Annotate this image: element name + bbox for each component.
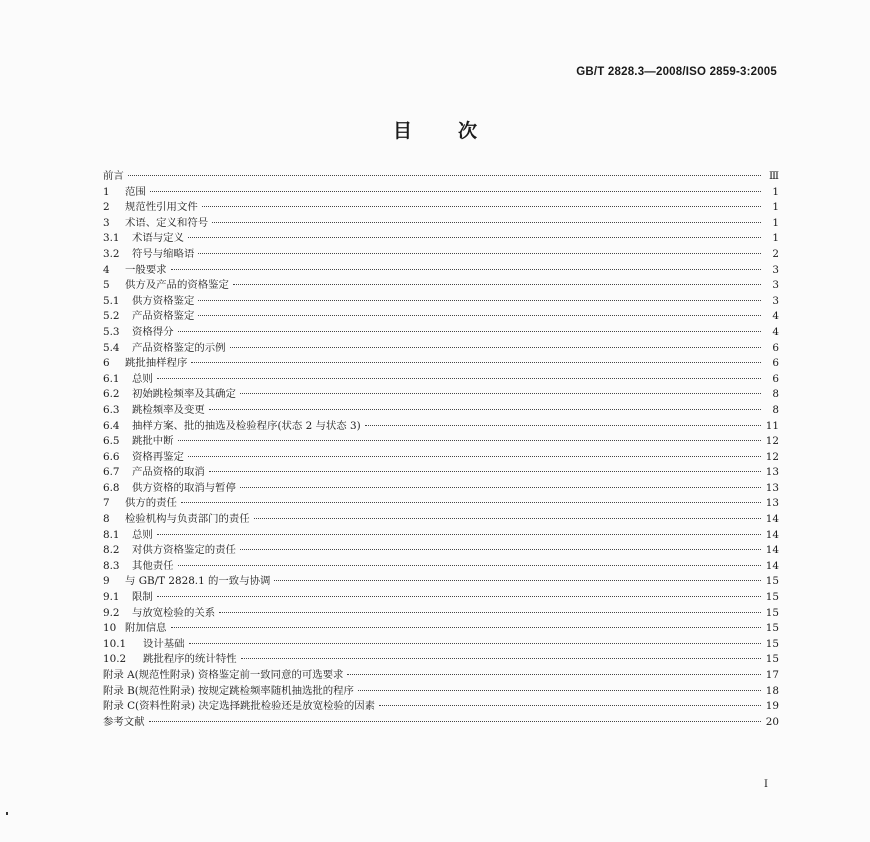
dot-leader (128, 174, 761, 176)
dot-leader (157, 533, 761, 535)
toc-entry[interactable] (103, 387, 779, 403)
toc-entry-page: 13 (765, 466, 779, 479)
toc-entry[interactable] (103, 512, 779, 528)
toc-entry[interactable] (103, 606, 779, 622)
toc-entry-page: 14 (765, 544, 779, 557)
toc-entry-label: 与 GB/T 2828.1 的一致与协调 (125, 575, 271, 588)
dot-leader (240, 486, 761, 488)
toc-entry[interactable] (103, 231, 779, 247)
toc-entry-label: 术语与定义 (132, 232, 184, 245)
toc-entry-number: 6.2 (103, 388, 120, 401)
toc-entry-page: 14 (765, 528, 779, 541)
toc-entry-page: 13 (765, 481, 779, 494)
toc-entry-label: 设计基础 (143, 637, 185, 650)
toc-entry[interactable] (103, 481, 779, 497)
toc-entry-page: 15 (765, 575, 779, 588)
toc-entry[interactable] (103, 637, 779, 653)
toc-entry-page: 3 (772, 263, 779, 276)
dot-leader (202, 205, 761, 207)
toc-entry[interactable] (103, 543, 779, 559)
dot-leader (198, 314, 761, 316)
toc-entry-number: 6 (103, 357, 110, 370)
toc-entry-number: 6.5 (103, 435, 120, 448)
toc-entry[interactable] (103, 496, 779, 512)
toc-entry-label: 初始跳检频率及其确定 (132, 388, 236, 401)
dot-leader (219, 611, 761, 613)
dot-leader (191, 361, 761, 363)
toc-entry-label: 术语、定义和符号 (125, 216, 209, 229)
toc-entry-label: 供方资格的取消与暂停 (132, 481, 236, 494)
toc-entry-number: 3 (103, 216, 110, 229)
toc-entry-number: 10.1 (103, 637, 127, 650)
toc-entry-number: 1 (103, 185, 110, 198)
dot-leader (171, 268, 761, 270)
toc-entry-page: 20 (765, 715, 779, 728)
toc-entry-page: 3 (772, 279, 779, 292)
toc-entry-page: 12 (765, 435, 779, 448)
toc-entry[interactable] (103, 715, 779, 731)
toc-entry-number: 8.3 (103, 559, 120, 572)
toc-entry-label: 规范性引用文件 (125, 201, 198, 214)
toc-entry-page: 12 (765, 450, 779, 463)
toc-entry-label: 抽样方案、批的抽选及检验程序(状态 2 与状态 3) (132, 419, 361, 432)
toc-entry-number: 9.1 (103, 591, 120, 604)
toc-entry-label: 附录 C(资料性附录) 决定选择跳批检验还是放宽检验的因素 (103, 700, 376, 713)
toc-entry-page: 18 (765, 684, 779, 697)
dot-leader (150, 190, 761, 192)
toc-entry-label: 参考文献 (103, 715, 145, 728)
toc-entry[interactable] (103, 216, 779, 232)
toc-entry[interactable] (103, 621, 779, 637)
dot-leader (198, 252, 761, 254)
toc-entry[interactable] (103, 450, 779, 466)
toc-entry-page: 15 (765, 591, 779, 604)
toc-entry-number: 6.4 (103, 419, 120, 432)
toc-entry-page: 1 (772, 232, 779, 245)
toc-entry[interactable] (103, 465, 779, 481)
dot-leader (188, 455, 761, 457)
page-number: I (764, 779, 768, 790)
toc-entry-label: 总则 (132, 528, 153, 541)
toc-entry[interactable] (103, 294, 779, 310)
dot-leader (149, 720, 761, 722)
toc-entry[interactable] (103, 278, 779, 294)
toc-entry-page: 1 (772, 201, 779, 214)
toc-entry-number: 6.1 (103, 372, 120, 385)
toc-entry-number: 8 (103, 513, 110, 526)
standard-code: GB/T 2828.3—2008/ISO 2859-3:2005 (576, 66, 777, 78)
toc-entry[interactable] (103, 590, 779, 606)
toc-entry-number: 8.2 (103, 544, 120, 557)
toc-entry-label: 符号与缩略语 (132, 247, 195, 260)
toc-entry-label: 范围 (125, 185, 146, 198)
toc-entry-number: 5.4 (103, 341, 120, 354)
toc-entry-page: 15 (765, 622, 779, 635)
toc-entry-number: 6.6 (103, 450, 120, 463)
toc-entry-number: 3.1 (103, 232, 120, 245)
toc-entry-number: 3.2 (103, 247, 120, 260)
dot-leader (188, 236, 761, 238)
toc-entry-label: 附录 B(规范性附录) 按规定跳检频率随机抽选批的程序 (103, 684, 354, 697)
toc-entry-number: 10 (103, 622, 117, 635)
toc-entry-label: 跳批程序的统计特性 (143, 653, 237, 666)
dot-leader (240, 548, 761, 550)
toc-entry-page: 15 (765, 637, 779, 650)
toc-entry-label: 附录 A(规范性附录) 资格鉴定前一致同意的可选要求 (103, 669, 344, 681)
toc-entry-page: 14 (765, 513, 779, 526)
toc-entry-number: 6.3 (103, 403, 120, 416)
toc-entry-label: 资格得分 (132, 325, 174, 338)
dot-leader (230, 346, 761, 348)
dot-leader (157, 595, 761, 597)
toc-entry-number: 8.1 (103, 528, 120, 541)
dot-leader (379, 704, 761, 706)
toc-entry-page: 15 (765, 606, 779, 619)
dot-leader (254, 517, 761, 519)
dot-leader (209, 470, 761, 472)
toc-entry[interactable] (103, 699, 779, 715)
toc-entry-number: 4 (103, 263, 110, 276)
toc-entry[interactable] (103, 419, 779, 435)
toc-entry-label: 对供方资格鉴定的责任 (132, 544, 236, 557)
toc-entry-page: Ⅲ (768, 170, 779, 182)
toc-entry-number: 7 (103, 497, 110, 510)
toc-entry-label: 产品资格鉴定 (132, 310, 195, 323)
toc-entry[interactable] (103, 325, 779, 341)
toc-entry[interactable] (103, 356, 779, 372)
toc-entry-page: 3 (772, 294, 779, 307)
toc-entry-label: 跳批抽样程序 (125, 357, 188, 370)
dot-leader (209, 408, 761, 410)
toc-entry[interactable] (103, 309, 779, 325)
toc-entry-page: 13 (765, 497, 779, 510)
toc-entry-page: 2 (772, 247, 779, 260)
toc-entry-label: 前言 (103, 170, 124, 182)
toc-entry[interactable] (103, 559, 779, 575)
dot-leader (171, 626, 761, 628)
toc-entry[interactable] (103, 372, 779, 388)
toc-entry-label: 附加信息 (125, 622, 167, 635)
toc-entry-label: 跳批中断 (132, 435, 174, 448)
dot-leader (240, 392, 761, 394)
toc-entry[interactable] (103, 528, 779, 544)
toc-entry[interactable] (103, 434, 779, 450)
dot-leader (157, 377, 761, 379)
toc-entry-number: 9.2 (103, 606, 120, 619)
dot-leader (241, 657, 761, 659)
toc-entry-page: 4 (772, 325, 779, 338)
dot-leader (178, 439, 761, 441)
toc-entry-label: 供方的责任 (125, 497, 177, 510)
toc-entry-number: 2 (103, 201, 110, 214)
toc-entry-page: 6 (772, 341, 779, 354)
page-title: 目次 (392, 120, 523, 142)
dot-leader (233, 283, 761, 285)
toc-entry-page: 19 (765, 700, 779, 713)
dot-leader (358, 689, 761, 691)
toc-entry-number: 5 (103, 279, 110, 292)
toc-entry[interactable] (103, 652, 779, 668)
dot-leader (274, 579, 761, 581)
dot-leader (198, 299, 761, 301)
dot-leader (181, 501, 761, 503)
toc-entry-page: 8 (772, 388, 779, 401)
toc-entry-page: 11 (765, 419, 779, 432)
toc-entry-label: 与放宽检验的关系 (132, 606, 216, 619)
toc-entry-page: 14 (765, 559, 779, 572)
toc-entry-number: 6.7 (103, 466, 120, 479)
dot-leader (365, 424, 761, 426)
toc-entry[interactable] (103, 574, 779, 590)
toc-entry-page: 1 (772, 216, 779, 229)
toc-entry-label: 检验机构与负责部门的责任 (125, 513, 250, 526)
dot-leader (178, 564, 761, 566)
toc-entry-page: 6 (772, 372, 779, 385)
toc-entry-number: 5.2 (103, 310, 120, 323)
toc-entry-label: 产品资格鉴定的示例 (132, 341, 226, 354)
dot-leader (347, 673, 761, 675)
toc-entry-label: 一般要求 (125, 263, 167, 276)
toc-entry-label: 供方及产品的资格鉴定 (125, 279, 229, 292)
table-of-contents (103, 169, 779, 730)
toc-entry[interactable] (103, 684, 779, 700)
toc-entry[interactable] (103, 668, 779, 684)
toc-entry[interactable] (103, 247, 779, 263)
dot-leader (178, 330, 761, 332)
toc-entry[interactable] (103, 185, 779, 201)
toc-entry-label: 限制 (132, 591, 153, 604)
toc-entry-label: 供方资格鉴定 (132, 294, 195, 307)
scan-mark (6, 812, 8, 815)
toc-entry[interactable] (103, 341, 779, 357)
toc-entry[interactable] (103, 403, 779, 419)
toc-entry-page: 8 (772, 403, 779, 416)
toc-entry-page: 17 (765, 669, 779, 681)
toc-entry-label: 跳检频率及变更 (132, 403, 205, 416)
toc-entry[interactable] (103, 200, 779, 216)
toc-entry-label: 总则 (132, 372, 153, 385)
toc-entry-number: 5.3 (103, 325, 120, 338)
toc-entry-label: 产品资格的取消 (132, 466, 205, 479)
toc-entry-page: 6 (772, 357, 779, 370)
toc-entry-number: 6.8 (103, 481, 120, 494)
toc-entry-number: 5.1 (103, 294, 120, 307)
toc-entry-label: 资格再鉴定 (132, 450, 184, 463)
toc-entry[interactable] (103, 169, 779, 185)
toc-entry-number: 10.2 (103, 653, 127, 666)
toc-entry-page: 1 (772, 185, 779, 198)
toc-entry-number: 9 (103, 575, 110, 588)
toc-entry[interactable] (103, 263, 779, 279)
toc-entry-label: 其他责任 (132, 559, 174, 572)
dot-leader (189, 642, 761, 644)
toc-entry-page: 4 (772, 310, 779, 323)
toc-entry-page: 15 (765, 653, 779, 666)
dot-leader (212, 221, 761, 223)
